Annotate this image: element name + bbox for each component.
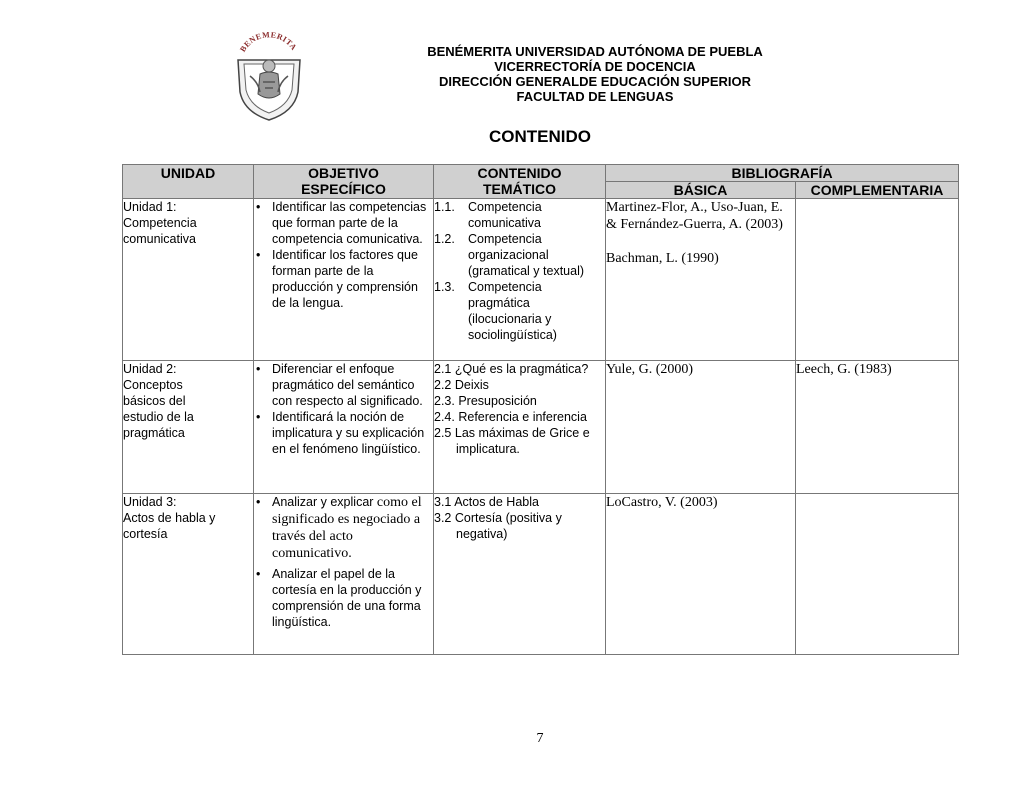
contenido-num: 2.3.	[434, 394, 455, 408]
contenido-item	[434, 279, 605, 343]
unidad-line: estudio de la	[123, 410, 194, 424]
unidad-cell	[123, 494, 254, 655]
header-objetivo-line1: OBJETIVO	[308, 165, 379, 181]
header-unidad: UNIDAD	[123, 165, 254, 199]
page-number: 7	[536, 731, 544, 746]
unidad-line: Unidad 1:	[123, 200, 177, 214]
header-vicerrectoria: VICERRECTORÍA DE DOCENCIA	[494, 59, 696, 74]
unidad-line: cortesía	[123, 527, 168, 541]
contenido-item	[434, 425, 605, 457]
contenido-text: Las máximas de Grice e implicatura.	[454, 426, 590, 456]
contenido-num: 3.2	[434, 511, 452, 525]
header-objetivo	[254, 165, 434, 199]
objetivo-item	[254, 494, 433, 562]
contenido-text: Presuposición	[458, 394, 537, 408]
contenido-text: Deixis	[454, 378, 489, 392]
objetivo-item: • Analizar el papel de la cortesía en la producción y comprensión de una forma lingüística.	[254, 566, 433, 630]
contenido-item	[434, 494, 605, 510]
table-row	[123, 494, 959, 655]
institution-header	[390, 44, 800, 104]
contenido-text: Actos de Habla	[454, 495, 539, 509]
contenido-cell	[434, 199, 606, 361]
basica-cell	[606, 199, 796, 361]
contenido-text: Competencia comunicativa	[468, 200, 542, 230]
contenido-num: 1.1.	[434, 200, 455, 214]
basica-ref: Yule, G. (2000)	[606, 362, 694, 377]
contenido-num: 2.1	[434, 362, 452, 376]
header-contenido	[434, 165, 606, 199]
unidad-line: Actos de habla y	[123, 511, 216, 525]
unidad-line: comunicativa	[123, 232, 196, 246]
header-objetivo-line2: ESPECÍFICO	[301, 181, 386, 197]
contenido-item	[434, 361, 605, 377]
objetivo-lead: Analizar y explicar	[272, 495, 374, 509]
contenido-num: 1.2.	[434, 232, 455, 246]
header-direccion: DIRECCIÓN GENERALDE EDUCACIÓN SUPERIOR	[438, 74, 752, 89]
header-university: BENÉMERITA UNIVERSIDAD AUTÓNOMA DE PUEBLA	[427, 44, 763, 59]
basica-cell	[606, 494, 796, 655]
header-basica: BÁSICA	[606, 182, 796, 199]
complementaria-cell: Leech, G. (1983)	[796, 361, 959, 494]
header-contenido-line1: CONTENIDO	[477, 165, 562, 181]
unidad-line: Competencia	[123, 216, 197, 230]
header-row-1	[123, 165, 959, 182]
contenido-text: Referencia e inferencia	[458, 410, 587, 424]
unidad-cell	[123, 199, 254, 361]
contenido-text: Competencia organizacional (gramatical y textual)	[468, 232, 585, 278]
unidad-line: básicos del	[123, 394, 186, 408]
unidad-line: pragmática	[123, 426, 185, 440]
contenido-num: 2.4.	[434, 410, 455, 424]
university-seal-logo	[232, 32, 306, 122]
contenido-item	[434, 409, 605, 425]
objetivo-cell	[254, 199, 434, 361]
contenido-item	[434, 393, 605, 409]
table-row	[123, 361, 959, 494]
header-bibliografia: BIBLIOGRAFÍA	[606, 165, 959, 182]
contenido-item	[434, 377, 605, 393]
objetivo-serif-text: como el significado es negociado a través del acto comunicativo.	[272, 495, 422, 561]
objetivo-item: • Identificará la noción de implicatura y su explicación en el fenómeno lingüístico.	[254, 409, 433, 457]
objetivo-item: • Identificar los factores que forman parte de la producción y comprensión de la lengua.	[254, 247, 433, 311]
contenido-num: 3.1	[434, 495, 452, 509]
objetivo-item: • Diferenciar el enfoque pragmático del semántico con respecto al significado.	[254, 361, 433, 409]
contenido-text: Competencia pragmática (ilocucionaria y sociolingüística)	[468, 280, 557, 342]
contenido-text: ¿Qué es la pragmática?	[454, 362, 589, 376]
unidad-line: Conceptos	[123, 378, 183, 392]
basica-cell	[606, 361, 796, 494]
contenido-item	[434, 231, 605, 279]
header-complementaria: COMPLEMENTARIA	[796, 182, 959, 199]
contenido-text: Cortesía (positiva y negativa)	[454, 511, 562, 541]
basica-ref: LoCastro, V. (2003)	[606, 495, 718, 510]
unidad-cell	[123, 361, 254, 494]
contenido-num: 1.3.	[434, 280, 455, 294]
contenido-cell	[434, 361, 606, 494]
content-table	[122, 164, 959, 655]
objetivo-item: • Identificar las competencias que forman parte de la competencia comunicativa.	[254, 199, 433, 247]
unidad-line: Unidad 2:	[123, 362, 177, 376]
unidad-line: Unidad 3:	[123, 495, 177, 509]
contenido-num: 2.2	[434, 378, 452, 392]
basica-ref: Bachman, L. (1990)	[606, 251, 719, 266]
objetivo-cell	[254, 361, 434, 494]
svg-text:BENEMERITA: BENEMERITA	[238, 32, 299, 54]
objetivo-cell	[254, 494, 434, 655]
header-facultad: FACULTAD DE LENGUAS	[516, 89, 674, 104]
page-title: CONTENIDO	[489, 127, 591, 146]
table-row	[123, 199, 959, 361]
contenido-cell	[434, 494, 606, 655]
complementaria-cell	[796, 199, 959, 361]
header-contenido-line2: TEMÁTICO	[482, 181, 557, 197]
complementaria-cell	[796, 494, 959, 655]
basica-ref: Martinez-Flor, A., Uso-Juan, E. & Fernández-Guerra, A. (2003)	[606, 200, 783, 232]
contenido-num: 2.5	[434, 426, 452, 440]
contenido-item	[434, 510, 605, 542]
contenido-item	[434, 199, 605, 231]
